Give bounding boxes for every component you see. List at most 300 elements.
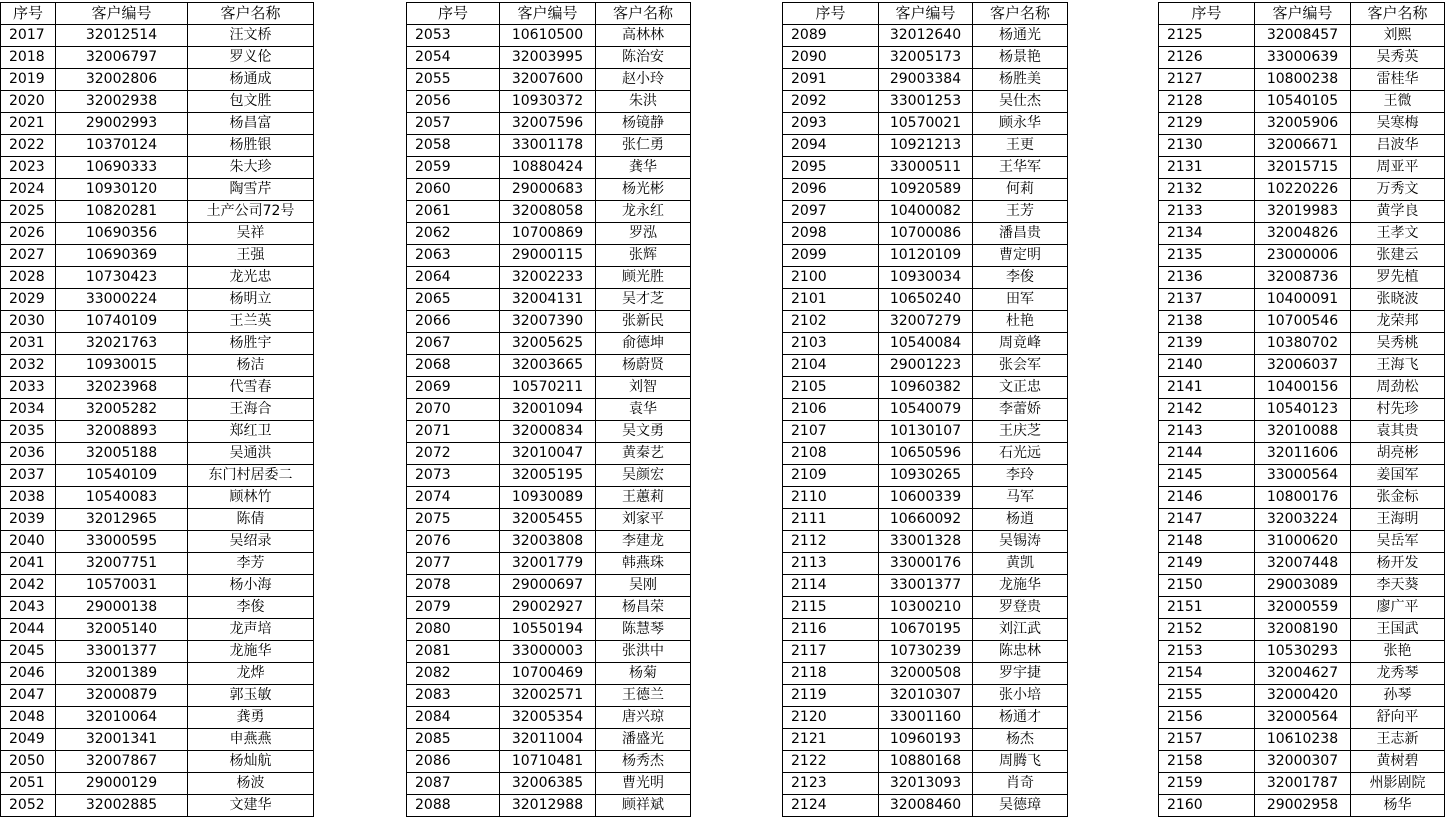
table-row — [1159, 201, 1445, 223]
cell-customer-id: 29000129 — [56, 773, 188, 795]
table-row — [1159, 531, 1445, 553]
cell-customer-name: 张洪中 — [596, 641, 691, 663]
cell-seq: 2083 — [407, 685, 500, 707]
cell-customer-id: 32015715 — [1255, 157, 1351, 179]
cell-seq: 2125 — [1159, 25, 1255, 47]
cell-customer-name: 黄树碧 — [1351, 751, 1445, 773]
cell-customer-name: 唐兴琼 — [596, 707, 691, 729]
cell-seq: 2055 — [407, 69, 500, 91]
cell-customer-id: 10650596 — [879, 443, 973, 465]
cell-customer-name: 张建云 — [1351, 245, 1445, 267]
cell-customer-id: 32005455 — [500, 509, 596, 531]
cell-seq: 2115 — [783, 597, 879, 619]
cell-customer-id: 10120109 — [879, 245, 973, 267]
cell-seq: 2036 — [1, 443, 56, 465]
table-row — [1, 685, 314, 707]
cell-seq: 2118 — [783, 663, 879, 685]
cell-customer-name: 高林林 — [596, 25, 691, 47]
table-row — [783, 619, 1068, 641]
cell-customer-id: 33001377 — [879, 575, 973, 597]
table-row — [1159, 619, 1445, 641]
cell-customer-name: 龚华 — [596, 157, 691, 179]
cell-customer-id: 32003808 — [500, 531, 596, 553]
cell-customer-name: 张会军 — [973, 355, 1068, 377]
cell-seq: 2023 — [1, 157, 56, 179]
table-row — [783, 465, 1068, 487]
table-row — [783, 25, 1068, 47]
cell-customer-id: 10800176 — [1255, 487, 1351, 509]
table-row — [407, 245, 691, 267]
cell-customer-name: 龙施华 — [188, 641, 314, 663]
cell-customer-name: 王海飞 — [1351, 355, 1445, 377]
cell-customer-id: 10700869 — [500, 223, 596, 245]
cell-customer-name: 村先珍 — [1351, 399, 1445, 421]
cell-customer-id: 33000511 — [879, 157, 973, 179]
cell-seq: 2074 — [407, 487, 500, 509]
cell-customer-id: 10600339 — [879, 487, 973, 509]
cell-seq: 2126 — [1159, 47, 1255, 69]
cell-customer-name: 张新民 — [596, 311, 691, 333]
cell-customer-id: 10570211 — [500, 377, 596, 399]
cell-customer-id: 10540105 — [1255, 91, 1351, 113]
cell-seq: 2024 — [1, 179, 56, 201]
cell-seq: 2037 — [1, 465, 56, 487]
table-row — [407, 421, 691, 443]
cell-customer-name: 张晓波 — [1351, 289, 1445, 311]
table-row — [1159, 399, 1445, 421]
table-row — [1159, 465, 1445, 487]
header-customer-name: 客户名称 — [1351, 3, 1445, 25]
table-row — [783, 773, 1068, 795]
cell-customer-name: 王微 — [1351, 91, 1445, 113]
cell-customer-name: 王蕙莉 — [596, 487, 691, 509]
cell-customer-name: 胡亮彬 — [1351, 443, 1445, 465]
cell-customer-id: 32000834 — [500, 421, 596, 443]
cell-customer-name: 吴秀桃 — [1351, 333, 1445, 355]
cell-customer-id: 10921213 — [879, 135, 973, 157]
cell-customer-name: 刘熙 — [1351, 25, 1445, 47]
table-row — [783, 575, 1068, 597]
cell-seq: 2123 — [783, 773, 879, 795]
table-row — [783, 289, 1068, 311]
cell-customer-name: 杨通才 — [973, 707, 1068, 729]
table-row — [1159, 795, 1445, 817]
cell-seq: 2154 — [1159, 663, 1255, 685]
cell-customer-name: 王芳 — [973, 201, 1068, 223]
table-row — [407, 267, 691, 289]
cell-seq: 2102 — [783, 311, 879, 333]
cell-customer-name: 张辉 — [596, 245, 691, 267]
table-row — [407, 729, 691, 751]
table-row — [783, 377, 1068, 399]
cell-seq: 2078 — [407, 575, 500, 597]
cell-customer-name: 王海明 — [1351, 509, 1445, 531]
table-row — [407, 47, 691, 69]
cell-customer-name: 肖奇 — [973, 773, 1068, 795]
cell-customer-id: 10220226 — [1255, 179, 1351, 201]
table-row — [407, 355, 691, 377]
cell-seq: 2048 — [1, 707, 56, 729]
cell-customer-name: 吕波华 — [1351, 135, 1445, 157]
header-row — [1159, 3, 1445, 25]
table-row — [1, 531, 314, 553]
cell-customer-name: 杨华 — [1351, 795, 1445, 817]
cell-customer-name: 王庆芝 — [973, 421, 1068, 443]
cell-customer-id: 32012514 — [56, 25, 188, 47]
table-row — [407, 399, 691, 421]
cell-seq: 2128 — [1159, 91, 1255, 113]
table-row — [1159, 443, 1445, 465]
cell-customer-name: 杨胜美 — [973, 69, 1068, 91]
cell-seq: 2091 — [783, 69, 879, 91]
table-row — [1, 333, 314, 355]
cell-customer-id: 32006797 — [56, 47, 188, 69]
cell-customer-name: 姜国军 — [1351, 465, 1445, 487]
cell-customer-id: 32005906 — [1255, 113, 1351, 135]
cell-seq: 2127 — [1159, 69, 1255, 91]
customer-table — [1158, 2, 1445, 817]
cell-customer-name: 王海合 — [188, 399, 314, 421]
cell-customer-name: 吴颜宏 — [596, 465, 691, 487]
cell-customer-id: 10930034 — [879, 267, 973, 289]
cell-customer-id: 29001223 — [879, 355, 973, 377]
cell-customer-id: 10920589 — [879, 179, 973, 201]
cell-customer-id: 32011606 — [1255, 443, 1351, 465]
table-row — [407, 113, 691, 135]
table-row — [1159, 91, 1445, 113]
table-row — [1, 289, 314, 311]
customer-table — [782, 2, 1068, 817]
cell-customer-id: 32000508 — [879, 663, 973, 685]
table-row — [1, 135, 314, 157]
table-row — [1, 201, 314, 223]
cell-seq: 2094 — [783, 135, 879, 157]
cell-customer-id: 32005173 — [879, 47, 973, 69]
cell-customer-name: 朱洪 — [596, 91, 691, 113]
cell-seq: 2045 — [1, 641, 56, 663]
table-row — [1, 663, 314, 685]
cell-seq: 2139 — [1159, 333, 1255, 355]
cell-seq: 2157 — [1159, 729, 1255, 751]
table-row — [1159, 113, 1445, 135]
cell-customer-id: 33000639 — [1255, 47, 1351, 69]
table-row — [407, 443, 691, 465]
cell-customer-name: 曹定明 — [973, 245, 1068, 267]
table-row — [783, 157, 1068, 179]
cell-customer-id: 32023968 — [56, 377, 188, 399]
table-row — [407, 223, 691, 245]
table-row — [1, 267, 314, 289]
cell-customer-id: 29000138 — [56, 597, 188, 619]
table-row — [1159, 597, 1445, 619]
table-row — [407, 707, 691, 729]
table-row — [1159, 69, 1445, 91]
table-row — [1159, 135, 1445, 157]
cell-customer-name: 吴刚 — [596, 575, 691, 597]
cell-customer-id: 32006671 — [1255, 135, 1351, 157]
cell-customer-id: 32008460 — [879, 795, 973, 817]
cell-customer-id: 10650240 — [879, 289, 973, 311]
cell-seq: 2095 — [783, 157, 879, 179]
table-row — [1, 773, 314, 795]
cell-seq: 2066 — [407, 311, 500, 333]
cell-customer-id: 32010047 — [500, 443, 596, 465]
cell-customer-id: 32002806 — [56, 69, 188, 91]
cell-customer-id: 29003089 — [1255, 575, 1351, 597]
cell-customer-name: 周腾飞 — [973, 751, 1068, 773]
table-row — [1, 47, 314, 69]
cell-customer-id: 32000420 — [1255, 685, 1351, 707]
cell-seq: 2109 — [783, 465, 879, 487]
cell-seq: 2060 — [407, 179, 500, 201]
table-row — [407, 531, 691, 553]
table-row — [407, 487, 691, 509]
table-row — [1159, 707, 1445, 729]
cell-seq: 2131 — [1159, 157, 1255, 179]
cell-customer-name: 陈倩 — [188, 509, 314, 531]
cell-customer-name: 李俊 — [188, 597, 314, 619]
cell-seq: 2052 — [1, 795, 56, 817]
cell-customer-id: 10930120 — [56, 179, 188, 201]
cell-seq: 2026 — [1, 223, 56, 245]
table-row — [1159, 223, 1445, 245]
cell-seq: 2089 — [783, 25, 879, 47]
table-row — [1, 91, 314, 113]
cell-customer-name: 吴绍录 — [188, 531, 314, 553]
cell-seq: 2107 — [783, 421, 879, 443]
cell-customer-id: 29002958 — [1255, 795, 1351, 817]
cell-customer-name: 廖广平 — [1351, 597, 1445, 619]
cell-customer-id: 23000006 — [1255, 245, 1351, 267]
table-row — [1, 729, 314, 751]
cell-seq: 2028 — [1, 267, 56, 289]
cell-customer-name: 刘智 — [596, 377, 691, 399]
table-row — [783, 91, 1068, 113]
table-row — [407, 597, 691, 619]
table-row — [783, 641, 1068, 663]
cell-seq: 2159 — [1159, 773, 1255, 795]
cell-customer-id: 32007867 — [56, 751, 188, 773]
cell-seq: 2073 — [407, 465, 500, 487]
cell-seq: 2075 — [407, 509, 500, 531]
table-row — [407, 751, 691, 773]
cell-customer-name: 袁华 — [596, 399, 691, 421]
cell-customer-id: 10930265 — [879, 465, 973, 487]
cell-customer-name: 王志新 — [1351, 729, 1445, 751]
cell-seq: 2141 — [1159, 377, 1255, 399]
cell-customer-name: 朱大珍 — [188, 157, 314, 179]
table-row — [407, 25, 691, 47]
table-row — [1, 355, 314, 377]
cell-seq: 2027 — [1, 245, 56, 267]
cell-customer-name: 龚勇 — [188, 707, 314, 729]
cell-seq: 2035 — [1, 421, 56, 443]
cell-customer-name: 吴德璋 — [973, 795, 1068, 817]
cell-customer-id: 10690369 — [56, 245, 188, 267]
table-row — [407, 641, 691, 663]
table-row — [1159, 377, 1445, 399]
table-row — [1159, 421, 1445, 443]
cell-customer-name: 李天葵 — [1351, 575, 1445, 597]
cell-customer-name: 罗登贵 — [973, 597, 1068, 619]
cell-customer-name: 文正忠 — [973, 377, 1068, 399]
cell-customer-name: 龙荣邦 — [1351, 311, 1445, 333]
cell-seq: 2143 — [1159, 421, 1255, 443]
cell-seq: 2156 — [1159, 707, 1255, 729]
table-row — [783, 267, 1068, 289]
cell-customer-id: 31000620 — [1255, 531, 1351, 553]
table-row — [1, 245, 314, 267]
cell-customer-name: 顾光胜 — [596, 267, 691, 289]
table-row — [1, 487, 314, 509]
cell-seq: 2061 — [407, 201, 500, 223]
table-row — [1, 69, 314, 91]
table-row — [407, 663, 691, 685]
cell-seq: 2122 — [783, 751, 879, 773]
customer-table-block-3 — [782, 2, 1068, 817]
cell-seq: 2047 — [1, 685, 56, 707]
cell-seq: 2097 — [783, 201, 879, 223]
cell-seq: 2054 — [407, 47, 500, 69]
cell-customer-id: 10660092 — [879, 509, 973, 531]
table-row — [1159, 575, 1445, 597]
cell-customer-id: 10700546 — [1255, 311, 1351, 333]
cell-seq: 2155 — [1159, 685, 1255, 707]
table-row — [783, 223, 1068, 245]
cell-seq: 2153 — [1159, 641, 1255, 663]
table-row — [1, 311, 314, 333]
table-row — [407, 465, 691, 487]
cell-seq: 2096 — [783, 179, 879, 201]
cell-seq: 2093 — [783, 113, 879, 135]
cell-customer-name: 郭玉敏 — [188, 685, 314, 707]
cell-seq: 2076 — [407, 531, 500, 553]
cell-seq: 2098 — [783, 223, 879, 245]
cell-customer-name: 杨杰 — [973, 729, 1068, 751]
cell-customer-name: 龙秀琴 — [1351, 663, 1445, 685]
cell-customer-id: 10380702 — [1255, 333, 1351, 355]
cell-seq: 2105 — [783, 377, 879, 399]
cell-customer-id: 10880424 — [500, 157, 596, 179]
cell-seq: 2081 — [407, 641, 500, 663]
cell-customer-id: 32021763 — [56, 333, 188, 355]
cell-customer-name: 顾林竹 — [188, 487, 314, 509]
table-row — [1159, 487, 1445, 509]
cell-seq: 2051 — [1, 773, 56, 795]
table-row — [1, 465, 314, 487]
cell-customer-id: 10540123 — [1255, 399, 1351, 421]
table-row — [1159, 685, 1445, 707]
cell-seq: 2145 — [1159, 465, 1255, 487]
cell-seq: 2119 — [783, 685, 879, 707]
cell-customer-id: 32001094 — [500, 399, 596, 421]
cell-customer-name: 杨昌富 — [188, 113, 314, 135]
cell-customer-name: 陈慧琴 — [596, 619, 691, 641]
table-row — [1, 553, 314, 575]
cell-customer-name: 曹光明 — [596, 773, 691, 795]
cell-customer-id: 29000683 — [500, 179, 596, 201]
cell-customer-name: 杨蔚贤 — [596, 355, 691, 377]
cell-customer-id: 32005188 — [56, 443, 188, 465]
table-row — [1, 795, 314, 817]
cell-customer-name: 罗宇捷 — [973, 663, 1068, 685]
cell-customer-name: 潘盛光 — [596, 729, 691, 751]
cell-seq: 2158 — [1159, 751, 1255, 773]
cell-seq: 2049 — [1, 729, 56, 751]
cell-customer-id: 32012965 — [56, 509, 188, 531]
cell-customer-id: 32000564 — [1255, 707, 1351, 729]
table-row — [1159, 25, 1445, 47]
table-row — [1, 223, 314, 245]
cell-seq: 2138 — [1159, 311, 1255, 333]
cell-seq: 2019 — [1, 69, 56, 91]
cell-seq: 2080 — [407, 619, 500, 641]
table-row — [407, 795, 691, 817]
table-row — [1159, 179, 1445, 201]
cell-customer-id: 32000307 — [1255, 751, 1351, 773]
cell-customer-name: 张小培 — [973, 685, 1068, 707]
cell-seq: 2025 — [1, 201, 56, 223]
cell-customer-id: 32001341 — [56, 729, 188, 751]
cell-customer-id: 32012988 — [500, 795, 596, 817]
cell-customer-name: 吴秀英 — [1351, 47, 1445, 69]
cell-customer-name: 舒向平 — [1351, 707, 1445, 729]
cell-customer-id: 32006037 — [1255, 355, 1351, 377]
cell-seq: 2031 — [1, 333, 56, 355]
cell-customer-name: 杨胜宇 — [188, 333, 314, 355]
cell-customer-id: 29000115 — [500, 245, 596, 267]
cell-seq: 2034 — [1, 399, 56, 421]
cell-customer-name: 龙光忠 — [188, 267, 314, 289]
cell-seq: 2058 — [407, 135, 500, 157]
header-customer-name: 客户名称 — [973, 3, 1068, 25]
cell-customer-name: 黄凯 — [973, 553, 1068, 575]
cell-customer-id: 32000879 — [56, 685, 188, 707]
cell-customer-name: 俞德坤 — [596, 333, 691, 355]
cell-customer-id: 10880168 — [879, 751, 973, 773]
cell-seq: 2070 — [407, 399, 500, 421]
cell-customer-name: 杨光彬 — [596, 179, 691, 201]
cell-customer-id: 32003224 — [1255, 509, 1351, 531]
cell-seq: 2120 — [783, 707, 879, 729]
table-row — [407, 685, 691, 707]
cell-seq: 2142 — [1159, 399, 1255, 421]
cell-customer-id: 33001377 — [56, 641, 188, 663]
cell-customer-name: 郑红卫 — [188, 421, 314, 443]
table-row — [1, 157, 314, 179]
cell-seq: 2056 — [407, 91, 500, 113]
cell-customer-name: 罗义伦 — [188, 47, 314, 69]
cell-seq: 2134 — [1159, 223, 1255, 245]
cell-customer-id: 33000564 — [1255, 465, 1351, 487]
cell-seq: 2065 — [407, 289, 500, 311]
cell-seq: 2152 — [1159, 619, 1255, 641]
cell-customer-name: 杨菊 — [596, 663, 691, 685]
table-row — [1, 421, 314, 443]
cell-customer-name: 李玲 — [973, 465, 1068, 487]
cell-customer-id: 32008457 — [1255, 25, 1351, 47]
table-row — [1, 575, 314, 597]
cell-seq: 2041 — [1, 553, 56, 575]
cell-customer-name: 顾永华 — [973, 113, 1068, 135]
cell-customer-id: 10710481 — [500, 751, 596, 773]
cell-customer-id: 32010307 — [879, 685, 973, 707]
header-customer-id: 客户编号 — [1255, 3, 1351, 25]
cell-seq: 2088 — [407, 795, 500, 817]
table-row — [1159, 289, 1445, 311]
customer-table — [0, 2, 314, 817]
cell-customer-name: 代雪春 — [188, 377, 314, 399]
